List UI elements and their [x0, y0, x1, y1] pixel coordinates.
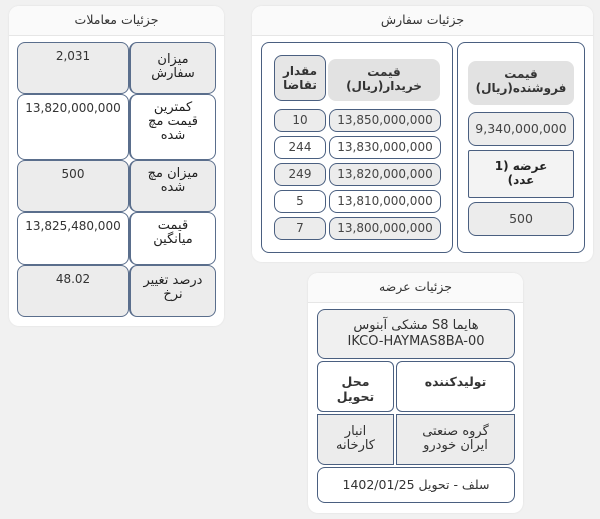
- delivery-place-value: انبار کارخانه: [317, 414, 394, 465]
- bid-qty-4: 5: [274, 190, 326, 213]
- offer-title: جزئیات عرضه: [308, 273, 523, 303]
- producer-value: گروه صنعتی ایران خودرو: [396, 414, 515, 465]
- buyer-bids-box: [261, 42, 453, 253]
- seller-price-header: قیمت فروشنده(ریال): [468, 61, 574, 105]
- bid-qty-3: 249: [274, 163, 326, 186]
- producer-label: تولیدکننده: [396, 361, 515, 412]
- buyer-price-header: قیمت خریدار(ریال): [328, 59, 440, 101]
- offer-panel: [308, 273, 523, 513]
- bid-price-1: 13,850,000,000: [329, 109, 441, 132]
- product-info: [317, 309, 515, 359]
- bid-qty-2: 244: [274, 136, 326, 159]
- matched-amount-value: 500: [17, 160, 129, 212]
- table-row: [17, 42, 216, 94]
- order-panel: [252, 6, 593, 262]
- bid-price-3: 13,820,000,000: [329, 163, 441, 186]
- delivery-place-label: محل تحویل: [317, 361, 394, 412]
- transactions-table: [17, 42, 216, 317]
- table-row: [17, 265, 216, 317]
- bid-price-5: 13,800,000,000: [329, 217, 441, 240]
- rate-change-percent-label: درصد تغییر نرخ: [129, 265, 216, 317]
- seller-price-value: 9,340,000,000: [468, 112, 574, 146]
- rate-change-percent-value: 48.02: [17, 265, 129, 317]
- seller-offer-box: [457, 42, 585, 253]
- bid-qty-1: 10: [274, 109, 326, 132]
- product-name: هایما S8 مشکی آبنوس: [353, 318, 479, 333]
- table-row: [17, 160, 216, 212]
- offer-quantity-header: عرضه (1 عدد): [468, 150, 574, 198]
- average-price-value: 13,825,480,000: [17, 212, 129, 265]
- table-row: [17, 94, 216, 160]
- order-title: جزئیات سفارش: [252, 6, 593, 36]
- product-code: IKCO-HAYMAS8BA-00: [347, 334, 485, 349]
- delivery-terms: سلف - تحویل 1402/01/25: [317, 467, 515, 503]
- average-price-label: قیمت میانگین: [129, 212, 216, 265]
- offer-quantity-value: 500: [468, 202, 574, 236]
- matched-amount-label: میزان مچ شده: [129, 160, 216, 212]
- bid-qty-5: 7: [274, 217, 326, 240]
- bid-price-4: 13,810,000,000: [329, 190, 441, 213]
- order-amount-value: 2,031: [17, 42, 129, 94]
- transactions-panel: [9, 6, 224, 326]
- transactions-title: جزئیات معاملات: [9, 6, 224, 36]
- order-amount-label: میزان سفارش: [129, 42, 216, 94]
- demand-qty-header: مقدار تقاضا: [274, 55, 326, 101]
- min-matched-price-label: کمترین قیمت مچ شده: [129, 94, 216, 160]
- bid-price-2: 13,830,000,000: [329, 136, 441, 159]
- min-matched-price-value: 13,820,000,000: [17, 94, 129, 160]
- table-row: [17, 212, 216, 265]
